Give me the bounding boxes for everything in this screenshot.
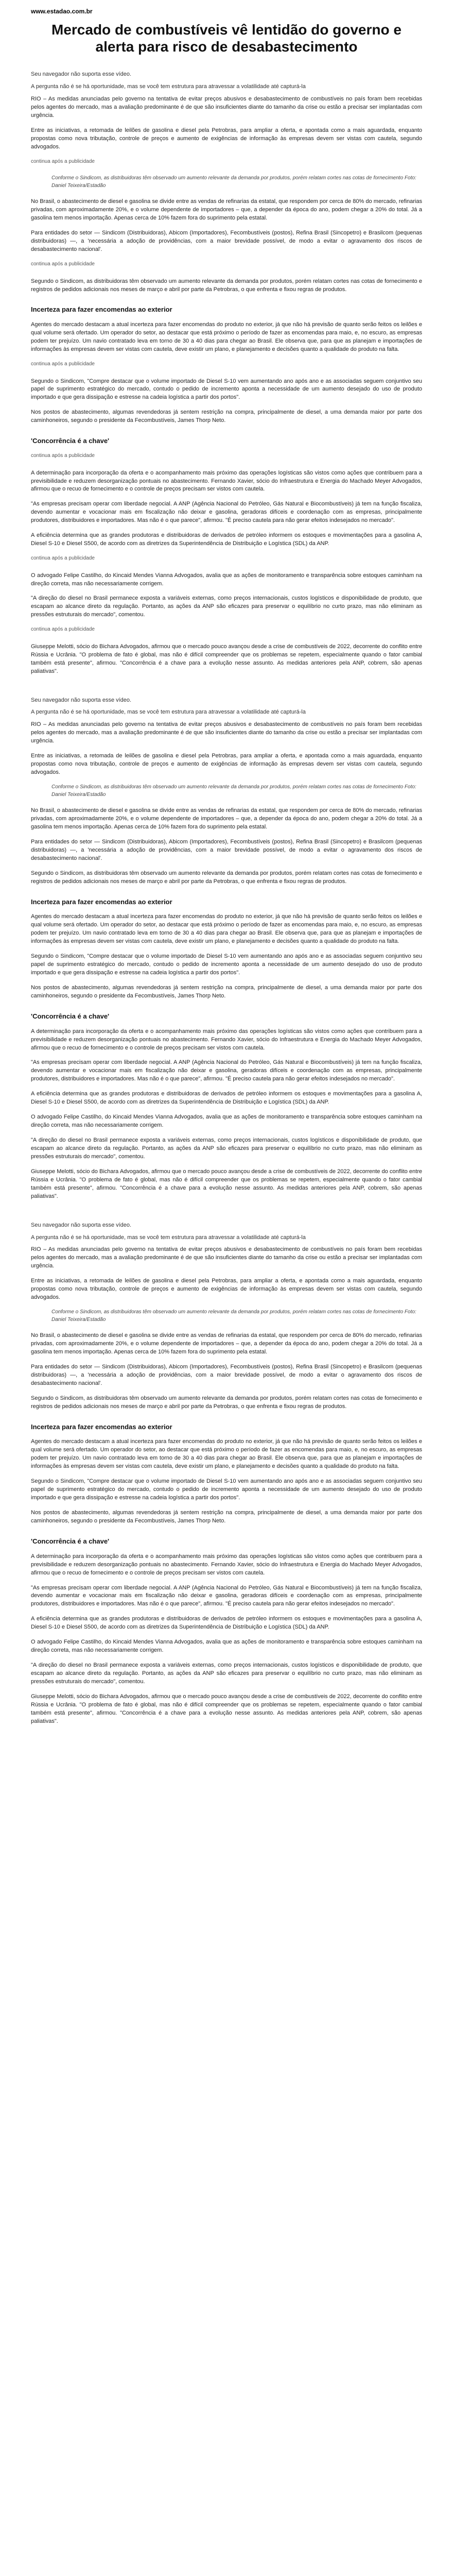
section-heading: 'Concorrência é a chave' bbox=[31, 437, 110, 445]
ad-label: continua após a publicidade bbox=[31, 555, 95, 562]
photo-caption: Conforme o Sindicom, as distribuidoras têm observado um aumento relevante da demanda por produtos, porém relatam cortes nas cotas de fornecimento Foto: Daniel Teixeira/Estadão bbox=[51, 784, 416, 798]
paragraph: Nos postos de abastecimento, algumas revendedoras já sentem restrição na compra, principalmente de diesel, a uma demanda maior por parte dos caminhoneiros, segundo o presidente da Fecombustíveis, James Thorp Neto. bbox=[31, 1509, 422, 1524]
article-page bbox=[31, 0, 422, 1767]
paragraph: Segundo o Sindicom, "Compre destacar que o volume importado de Diesel S-10 vem aumentando ano após ano e as associadas seguem conjuntivo seu papel de suprimento estratégico do mercado, contudo o pedido de incremento aponta a necessidade de um aumento desejado do uso de produto importado e que gera dissipação e estresse na cadeia logística a partir dos portos". bbox=[31, 953, 422, 976]
photo-caption: Conforme o Sindicom, as distribuidoras têm observado um aumento relevante da demanda por produtos, porém relatam cortes nas cotas de fornecimento Foto: Daniel Teixeira/Estadão bbox=[51, 1309, 416, 1323]
paragraph: Segundo o Sindicom, "Compre destacar que o volume importado de Diesel S-10 vem aumentando ano após ano e as associadas seguem conjuntivo seu papel de suprimento estratégico do mercado, contudo o pedido de incremento aponta a necessidade de um aumento desejado do uso de produto importado e que gera dissipação e estresse na cadeia logística a partir dos portos". bbox=[31, 1478, 422, 1501]
section-heading: Incerteza para fazer encomendas ao exterior bbox=[31, 306, 172, 314]
paragraph: "A direção do diesel no Brasil permanece exposta a variáveis externas, como preços internacionais, custos logísticos e disponibilidade de produto, que escapam ao alcance direto da regulação. Portanto, as ações da ANP são eficazes para preservar o equilíbrio no curto prazo, mas não eliminam as pressões estruturais do mercado", comentou. bbox=[31, 1137, 422, 1160]
ad-label: continua após a publicidade bbox=[31, 261, 95, 267]
paragraph: Entre as iniciativas, a retomada de leilões de gasolina e diesel pela Petrobras, para ampliar a oferta, e apontada como a mais aguardada, enquanto propostas como nova tributação, controle de preços e aumento de exigências de informação às empresas devem ser vistas com cautela, segundo advogados. bbox=[31, 1278, 422, 1301]
article-headline: Mercado de combustíveis vê lentidão do governo e alerta para risco de desabastecimento bbox=[51, 22, 402, 55]
paragraph: Nos postos de abastecimento, algumas revendedoras já sentem restrição na compra, principalmente de diesel, a uma demanda maior por parte dos caminhoneiros, segundo o presidente da Fecombustíveis, James Thorp Neto. bbox=[31, 984, 422, 999]
paragraph: Entre as iniciativas, a retomada de leilões de gasolina e diesel pela Petrobras, para ampliar a oferta, e apontada como a mais aguardada, enquanto propostas como nova tributação, controle de preços e aumento de exigências de informação às empresas devem ser vistas com cautela, segundo advogados. bbox=[31, 753, 422, 776]
intro-note: A pergunta não é se há oportunidade, mas se você tem estrutura para atravessar a volatilidade até capturá-la bbox=[31, 1234, 306, 1241]
paragraph: RIO – As medidas anunciadas pelo governo na tentativa de evitar preços abusivos e desabastecimento de combustíveis no país foram bem recebidas pelos agentes do mercado, mas a avaliação predominante é de que são insuficientes diante do tamanho da crise ou estão a precisar ser implantadas com urgência. bbox=[31, 96, 422, 119]
paragraph: Agentes do mercado destacam a atual incerteza para fazer encomendas do produto no exterior, já que não há previsão de quanto serão feitos os leilões e qual volume será ofertado. Um operador do setor, ao destacar que está próximo o período de fazer as encomendas para maio, e, no escuro, as empresas podem ter prejuízo. Um navio contratado leva em torno de 30 a 40 dias para chegar ao Brasil. Ele observa que, para que as planejam e importações de informações às empresas devem ser vistas com cautela, deve existir um plano, e planejamento e decisões quanto a qualidade do produto na falta. bbox=[31, 1438, 422, 1470]
article-block bbox=[31, 697, 422, 1201]
paragraph: A determinação para incorporação da oferta e o acompanhamento mais próximo das operações logísticas são vistos como ações que contribuem para a previsibilidade e reduzem desorganização pontuais no abastecimento. Fernando Xavier, sócio do Infraestrutura e Energia do Machado Meyer Advogados, afirmou que o recuo de fornecimento e o controle de preços precisam ser vistos com cautela. bbox=[31, 469, 422, 493]
paragraph: O advogado Felipe Castilho, do Kincaid Mendes Vianna Advogados, avalia que as ações de monitoramento e transparência sobre estoques caminham na direção correta, mas não necessariamente corrigem. bbox=[31, 1114, 422, 1129]
paragraph: A determinação para incorporação da oferta e o acompanhamento mais próximo das operações logísticas são vistos como ações que contribuem para a previsibilidade e reduzem desorganização pontuais no abastecimento. Fernando Xavier, sócio do Infraestrutura e Energia do Machado Meyer Advogados, afirmou que o recuo de fornecimento e o controle de preços precisam ser vistos com cautela. bbox=[31, 1553, 422, 1576]
video-notice: Seu navegador não suporta esse vídeo. bbox=[31, 1222, 132, 1228]
article-block bbox=[31, 1222, 422, 1726]
article-block bbox=[31, 71, 422, 675]
paragraph: O advogado Felipe Castilho, do Kincaid Mendes Vianna Advogados, avalia que as ações de monitoramento e transparência sobre estoques caminham na direção correta, mas não necessariamente corrigem. bbox=[31, 1639, 422, 1654]
paragraph: A eficiência determina que as grandes produtoras e distribuidoras de derivados de petróleo informem os estoques e movimentações para a gasolina A, Diesel S-10 e Diesel S500, de acordo com as diretrizes da Superintendência de Distribuição e Logística (SDL) da ANP. bbox=[31, 1616, 422, 1631]
paragraph: No Brasil, o abastecimento de diesel e gasolina se divide entre as vendas de refinarias da estatal, que respondem por cerca de 80% do mercado, refinarias privadas, com aproximadamente 20%, e o volume dependente de importadores – que, a depender da época do ano, podem chegar a 20% do total. Já a gasolina tem menos importação. Apenas cerca de 10% fazem fora do suprimento pela estatal. bbox=[31, 807, 422, 830]
paragraph: O advogado Felipe Castilho, do Kincaid Mendes Vianna Advogados, avalia que as ações de monitoramento e transparência sobre estoques caminham na direção correta, mas não necessariamente corrigem. bbox=[31, 572, 422, 587]
paragraph: "A direção do diesel no Brasil permanece exposta a variáveis externas, como preços internacionais, custos logísticos e disponibilidade de produto, que escapam ao alcance direto da regulação. Portanto, as ações da ANP são eficazes para preservar o equilíbrio no curto prazo, mas não eliminam as pressões estruturais do mercado", comentou. bbox=[31, 595, 422, 618]
paragraph: Agentes do mercado destacam a atual incerteza para fazer encomendas do produto no exterior, já que não há previsão de quanto serão feitos os leilões e qual volume será ofertado. Um operador do setor, ao destacar que está próximo o período de fazer as encomendas para maio, e, no escuro, as empresas podem ter prejuízo. Um navio contratado leva em torno de 30 a 40 dias para chegar ao Brasil. Ele observa que, para que as planejam e importações de informações às empresas devem ser vistas com cautela, deve existir um plano, e planejamento e decisões quanto a qualidade do produto na falta. bbox=[31, 913, 422, 945]
paragraph: A determinação para incorporação da oferta e o acompanhamento mais próximo das operações logísticas são vistos como ações que contribuem para a previsibilidade e reduzem desorganização pontuais no abastecimento. Fernando Xavier, sócio do Infraestrutura e Energia do Machado Meyer Advogados, afirmou que o recuo de fornecimento e o controle de preços precisam ser vistos com cautela. bbox=[31, 1028, 422, 1051]
ad-label: continua após a publicidade bbox=[31, 626, 95, 633]
paragraph: "A direção do diesel no Brasil permanece exposta a variáveis externas, como preços internacionais, custos logísticos e disponibilidade de produto, que escapam ao alcance direto da regulação. Portanto, as ações da ANP são eficazes para preservar o equilíbrio no curto prazo, mas não eliminam as pressões estruturais do mercado", comentou. bbox=[31, 1662, 422, 1685]
video-notice: Seu navegador não suporta esse vídeo. bbox=[31, 697, 132, 703]
paragraph: "As empresas precisam operar com liberdade negocial. A ANP (Agência Nacional do Petróleo, Gás Natural e Biocombustíveis) já tem na função fiscaliza, devendo aumentar e vocacionar mais em fiscalização não deixar e gasolina, geradoras difíceis e coordenação com as empresas, principalmente produtores, distribuidores e importadores. Mas não é o que parece", afirmou. "É preciso cautela para não gerar efeitos indesejados no mercado". bbox=[31, 1059, 422, 1082]
paragraph: Giuseppe Melotti, sócio do Bichara Advogados, afirmou que o mercado pouco avançou desde a crise de combustíveis de 2022, decorrente do conflito entre Rússia e Ucrânia. "O problema de fato é global, mas não é difícil compreender que os problemas se repetem, especialmente quando o fator cambial também está presente", afirmou. "Concorrência é a chave para a evolução nesse assunto. As medidas anteriores pela ANP, cobrem, são apenas paliativas". bbox=[31, 1168, 422, 1199]
section-heading: 'Concorrência é a chave' bbox=[31, 1537, 110, 1545]
ad-label: continua após a publicidade bbox=[31, 158, 95, 164]
paragraph: Entre as iniciativas, a retomada de leilões de gasolina e diesel pela Petrobras, para ampliar a oferta, e apontada como a mais aguardada, enquanto propostas como nova tributação, controle de preços e aumento de exigências de informação às empresas devem ser vistas com cautela, segundo advogados. bbox=[31, 127, 422, 150]
section-heading: Incerteza para fazer encomendas ao exterior bbox=[31, 1422, 172, 1431]
paragraph: Segundo o Sindicom, as distribuidoras têm observado um aumento relevante da demanda por produtos, porém relatam cortes nas cotas de fornecimento e registros de pedidos adicionais nos meses de março e abril por parte da Petrobras, o que enfrenta e fixou regras de produtos. bbox=[31, 1395, 422, 1410]
paragraph: Agentes do mercado destacam a atual incerteza para fazer encomendas do produto no exterior, já que não há previsão de quanto serão feitos os leilões e qual volume será ofertado. Um operador do setor, ao destacar que está próximo o período de fazer as encomendas para maio, e, no escuro, as empresas podem ter prejuízo. Um navio contratado leva em torno de 30 a 40 dias para chegar ao Brasil. Ele observa que, para que as planejam e importações de informações às empresas devem ser vistas com cautela, deve existir um plano, e planejamento e decisões quanto a qualidade do produto na falta. bbox=[31, 321, 422, 353]
section-heading: Incerteza para fazer encomendas ao exterior bbox=[31, 897, 172, 906]
paragraph: Segundo o Sindicom, as distribuidoras têm observado um aumento relevante da demanda por produtos, porém relatam cortes nas cotas de fornecimento e registros de pedidos adicionais nos meses de março e abril por parte da Petrobras, o que enfrenta e fixou regras de produtos. bbox=[31, 870, 422, 885]
intro-note: A pergunta não é se há oportunidade, mas se você tem estrutura para atravessar a volatilidade até capturá-la bbox=[31, 83, 306, 90]
paragraph: No Brasil, o abastecimento de diesel e gasolina se divide entre as vendas de refinarias da estatal, que respondem por cerca de 80% do mercado, refinarias privadas, com aproximadamente 20%, e o volume dependente de importadores – que, a depender da época do ano, podem chegar a 20% do total. Já a gasolina tem menos importação. Apenas cerca de 10% fazem fora do suprimento pela estatal. bbox=[31, 1332, 422, 1355]
photo-caption: Conforme o Sindicom, as distribuidoras têm observado um aumento relevante da demanda por produtos, porém relatam cortes nas cotas de fornecimento Foto: Daniel Teixeira/Estadão bbox=[51, 175, 416, 189]
section-heading: 'Concorrência é a chave' bbox=[31, 1012, 110, 1020]
paragraph: Para entidades do setor — Sindicom (Distribuidoras), Abicom (Importadores), Fecombustíveis (postos), Refina Brasil (Sincopetro) e Brasilcom (pequenas distribuidoras) —, a 'necessária a adoção de providências, com a maior brevidade possível, de modo a evitar o agravamento dos riscos de desabastecimento nacional'. bbox=[31, 1363, 422, 1386]
paragraph: Segundo o Sindicom, "Compre destacar que o volume importado de Diesel S-10 vem aumentando ano após ano e as associadas seguem conjuntivo seu papel de suprimento estratégico do mercado, contudo o pedido de incremento aponta a necessidade de um aumento desejado do uso de produto importado e que gera dissipação e estresse na cadeia logística a partir dos portos". bbox=[31, 378, 422, 401]
paragraph: No Brasil, o abastecimento de diesel e gasolina se divide entre as vendas de refinarias da estatal, que respondem por cerca de 80% do mercado, refinarias privadas, com aproximadamente 20%, e o volume dependente de importadores – que, a depender da época do ano, podem chegar a 20% do total. Já a gasolina tem menos importação. Apenas cerca de 10% fazem fora do suprimento pela estatal. bbox=[31, 198, 422, 222]
paragraph: "As empresas precisam operar com liberdade negocial. A ANP (Agência Nacional do Petróleo, Gás Natural e Biocombustíveis) já tem na função fiscaliza, devendo aumentar e vocacionar mais em fiscalização não deixar e gasolina, geradoras difíceis e coordenação com as empresas, principalmente produtores, distribuidores e importadores. Mas não é o que parece", afirmou. "É preciso cautela para não gerar efeitos indesejados no mercado". bbox=[31, 1584, 422, 1607]
paragraph: Nos postos de abastecimento, algumas revendedoras já sentem restrição na compra, principalmente de diesel, a uma demanda maior por parte dos caminhoneiros, segundo o presidente da Fecombustíveis, James Thorp Neto. bbox=[31, 409, 422, 424]
paragraph: RIO – As medidas anunciadas pelo governo na tentativa de evitar preços abusivos e desabastecimento de combustíveis no país foram bem recebidas pelos agentes do mercado, mas a avaliação predominante é de que são insuficientes diante do tamanho da crise ou estão a precisar ser implantadas com urgência. bbox=[31, 1246, 422, 1269]
paragraph: Para entidades do setor — Sindicom (Distribuidoras), Abicom (Importadores), Fecombustíveis (postos), Refina Brasil (Sincopetro) e Brasilcom (pequenas distribuidoras) —, a 'necessária a adoção de providências, com a maior brevidade possível, de modo a evitar o agravamento dos riscos de desabastecimento nacional'. bbox=[31, 838, 422, 861]
video-notice: Seu navegador não suporta esse vídeo. bbox=[31, 71, 132, 78]
ad-label: continua após a publicidade bbox=[31, 453, 95, 459]
paragraph: RIO – As medidas anunciadas pelo governo na tentativa de evitar preços abusivos e desabastecimento de combustíveis no país foram bem recebidas pelos agentes do mercado, mas a avaliação predominante é de que são insuficientes diante do tamanho da crise ou estão a precisar ser implantadas com urgência. bbox=[31, 721, 422, 744]
paragraph: Giuseppe Melotti, sócio do Bichara Advogados, afirmou que o mercado pouco avançou desde a crise de combustíveis de 2022, decorrente do conflito entre Rússia e Ucrânia. "O problema de fato é global, mas não é difícil compreender que os problemas se repetem, especialmente quando o fator cambial também está presente", afirmou. "Concorrência é a chave para a evolução nesse assunto. As medidas anteriores pela ANP, cobrem, são apenas paliativas". bbox=[31, 643, 422, 674]
paragraph: "As empresas precisam operar com liberdade negocial. A ANP (Agência Nacional do Petróleo, Gás Natural e Biocombustíveis) já tem na função fiscaliza, devendo aumentar e vocacionar mais em fiscalização não deixar e gasolina, geradoras difíceis e coordenação com as empresas, principalmente produtores, distribuidores e importadores. Mas não é o que parece", afirmou. "É preciso cautela para não gerar efeitos indesejados no mercado". bbox=[31, 501, 422, 524]
paragraph: Segundo o Sindicom, as distribuidoras têm observado um aumento relevante da demanda por produtos, porém relatam cortes nas cotas de fornecimento e registros de pedidos adicionais nos meses de março e abril por parte da Petrobras, o que enfrenta e fixou regras de produtos. bbox=[31, 278, 422, 293]
ad-label: continua após a publicidade bbox=[31, 361, 95, 367]
paragraph: Giuseppe Melotti, sócio do Bichara Advogados, afirmou que o mercado pouco avançou desde a crise de combustíveis de 2022, decorrente do conflito entre Rússia e Ucrânia. "O problema de fato é global, mas não é difícil compreender que os problemas se repetem, especialmente quando o fator cambial também está presente", afirmou. "Concorrência é a chave para a evolução nesse assunto. As medidas anteriores pela ANP, cobrem, são apenas paliativas". bbox=[31, 1693, 422, 1724]
paragraph: Para entidades do setor — Sindicom (Distribuidoras), Abicom (Importadores), Fecombustíveis (postos), Refina Brasil (Sincopetro) e Brasilcom (pequenas distribuidoras) —, a 'necessária a adoção de providências, com a maior brevidade possível, de modo a evitar o agravamento dos riscos de desabastecimento nacional'. bbox=[31, 230, 422, 253]
site-name[interactable]: www.estadao.com.br bbox=[31, 8, 93, 15]
intro-note: A pergunta não é se há oportunidade, mas se você tem estrutura para atravessar a volatilidade até capturá-la bbox=[31, 709, 306, 716]
paragraph: A eficiência determina que as grandes produtoras e distribuidoras de derivados de petróleo informem os estoques e movimentações para a gasolina A, Diesel S-10 e Diesel S500, de acordo com as diretrizes da Superintendência de Distribuição e Logística (SDL) da ANP. bbox=[31, 1091, 422, 1106]
paragraph: A eficiência determina que as grandes produtoras e distribuidoras de derivados de petróleo informem os estoques e movimentações para a gasolina A, Diesel S-10 e Diesel S500, de acordo com as diretrizes da Superintendência de Distribuição e Logística (SDL) da ANP. bbox=[31, 532, 422, 547]
